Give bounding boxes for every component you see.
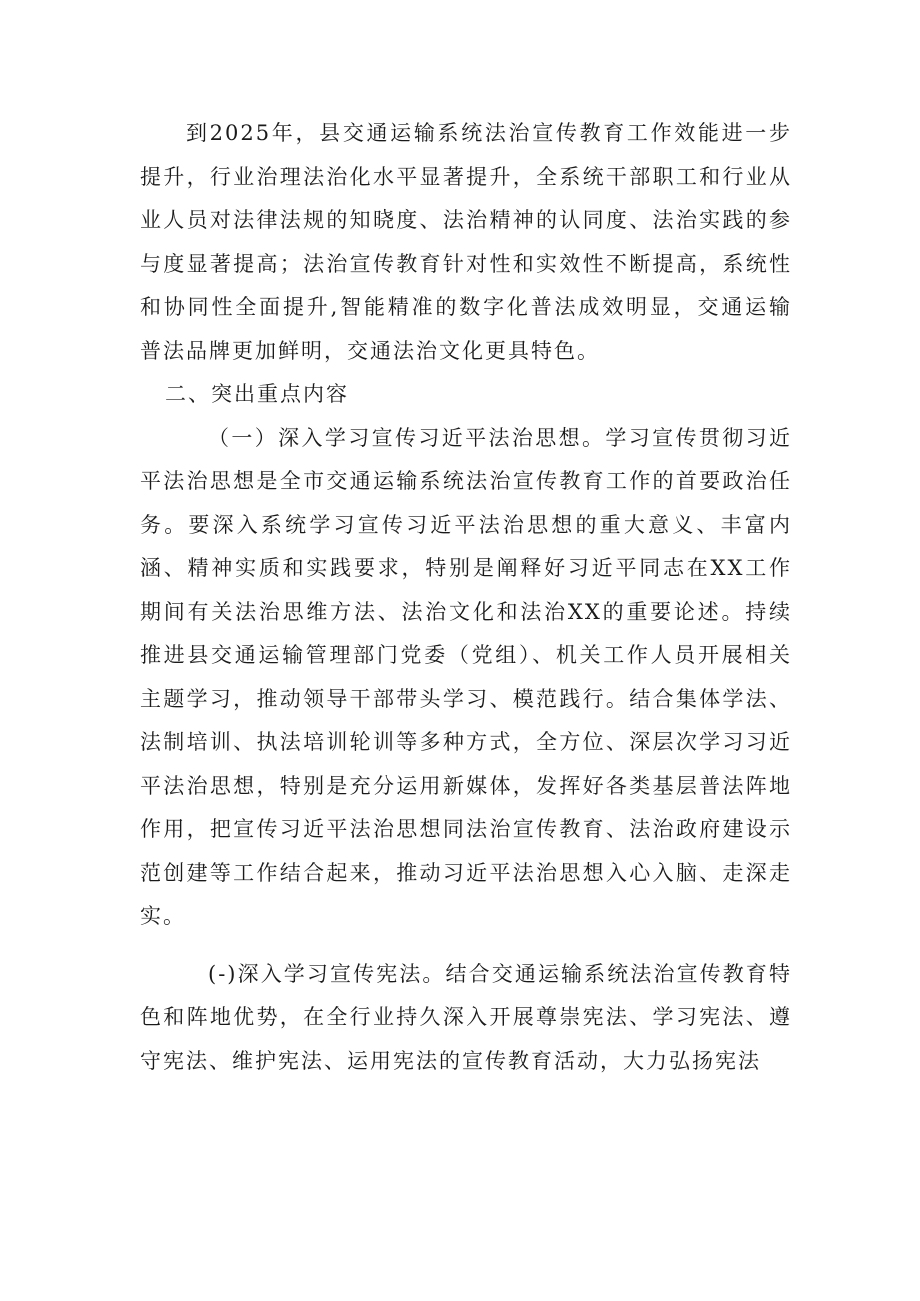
section-heading-key-content: 二、突出重点内容 bbox=[165, 382, 349, 406]
document-body bbox=[140, 112, 792, 1083]
paragraph-goals-2025: 到2025年，县交通运输系统法治宣传教育工作效能进一步提升，行业治理法治化水平显著提升，全系统干部职工和行业从业人员对法律法规的知晓度、法治精神的认同度、法治实践的参与度显著提高；法治宣传教育针对性和实效性不断提高，系统性和协同性全面提升,智能精准的数字化普法成效明显，交通运输普法品牌更加鲜明，交通法治文化更具特色。 bbox=[140, 121, 792, 363]
paragraph-xi-rule-of-law-thought: （一）深入学习宣传习近平法治思想。学习宣传贯彻习近平法治思想是全市交通运输系统法治宣传教育工作的首要政治任务。要深入系统学习宣传习近平法治思想的重大意义、丰富内涵、精神实质和实践要求，特别是阐释好习近平同志在XX工作期间有关法治思维方法、法治文化和法治XX的重要论述。持续推进县交通运输管理部门党委（党组）、机关工作人员开展相关主题学习，推动领导干部带头学习、模范践行。结合集体学法、法制培训、执法培训轮训等多种方式，全方位、深层次学习习近平法治思想，特别是充分运用新媒体，发挥好各类基层普法阵地作用，把宣传习近平法治思想同法治宣传教育、法治政府建设示范创建等工作结合起来，推动习近平法治思想入心入脑、走深走实。 bbox=[140, 425, 792, 928]
paragraph-constitution-study: (-)深入学习宣传宪法。结合交通运输系统法治宣传教育特色和阵地优势，在全行业持久深入开展尊崇宪法、学习宪法、遵守宪法、维护宪法、运用宪法的宣传教育活动，大力弘扬宪法 bbox=[140, 961, 792, 1073]
